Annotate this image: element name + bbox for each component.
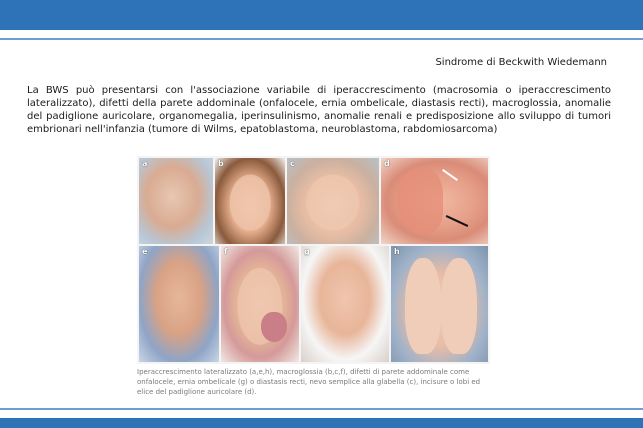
- infant-face-shape: [306, 174, 359, 231]
- panel-letter: b: [218, 159, 224, 168]
- infant-face-shape: [230, 174, 271, 231]
- panel-letter: h: [394, 247, 400, 256]
- black-arrow-icon: [446, 215, 469, 227]
- panel-letter: c: [290, 159, 295, 168]
- panel-letter: g: [304, 247, 310, 256]
- panel-letter: e: [142, 247, 148, 256]
- photo-panel-f: [221, 246, 299, 362]
- foot-shape: [405, 258, 441, 354]
- photo-panel-g: [301, 246, 389, 362]
- slide-title: Sindrome di Beckwith Wiedemann: [435, 57, 607, 68]
- photo-panel-b: [215, 158, 285, 244]
- footer-bar: [0, 418, 643, 428]
- panel-letter: d: [384, 159, 390, 168]
- panel-letter: a: [142, 159, 148, 168]
- foot-shape: [441, 258, 477, 354]
- slide-body-text: La BWS può presentarsi con l'associazione variabile di iperaccrescimento (macrosomia o iperaccrescimento lateralizzato), difetti della parete addominale (onfalocele, ernia ombelicale, diastasis recti), macroglossia, anomalie del padiglione auricolare, organomegalia, iperinsulinismo, anomalie renali e predisposizione allo sviluppo di tumori embrionari nell'infanzia (tumore di Wilms, epatoblastoma, neuroblastoma, rabdomiosarcoma): [27, 85, 611, 135]
- clinical-photo-figure: [137, 156, 490, 364]
- footer-rule: [0, 408, 643, 410]
- ear-shape: [397, 168, 443, 234]
- photo-panel-d: [381, 158, 488, 244]
- photo-panel-h: [391, 246, 488, 362]
- header-bar: [0, 0, 643, 30]
- figure-caption: Iperaccrescimento lateralizzato (a,e,h), macroglossia (b,c,f), difetti di parete addominale come onfalocele, ernia ombelicale (g) o diastasis recti, nevo semplice alla glabella (c), incisure o lobi ed elice del padiglione auricolare (d).: [137, 368, 481, 396]
- photo-panel-e: [139, 246, 219, 362]
- tongue-shape: [261, 312, 287, 342]
- photo-panel-a: [139, 158, 213, 244]
- panel-letter: f: [224, 247, 228, 256]
- photo-panel-c: [287, 158, 379, 244]
- white-arrow-icon: [442, 169, 458, 181]
- header-rule: [0, 38, 643, 40]
